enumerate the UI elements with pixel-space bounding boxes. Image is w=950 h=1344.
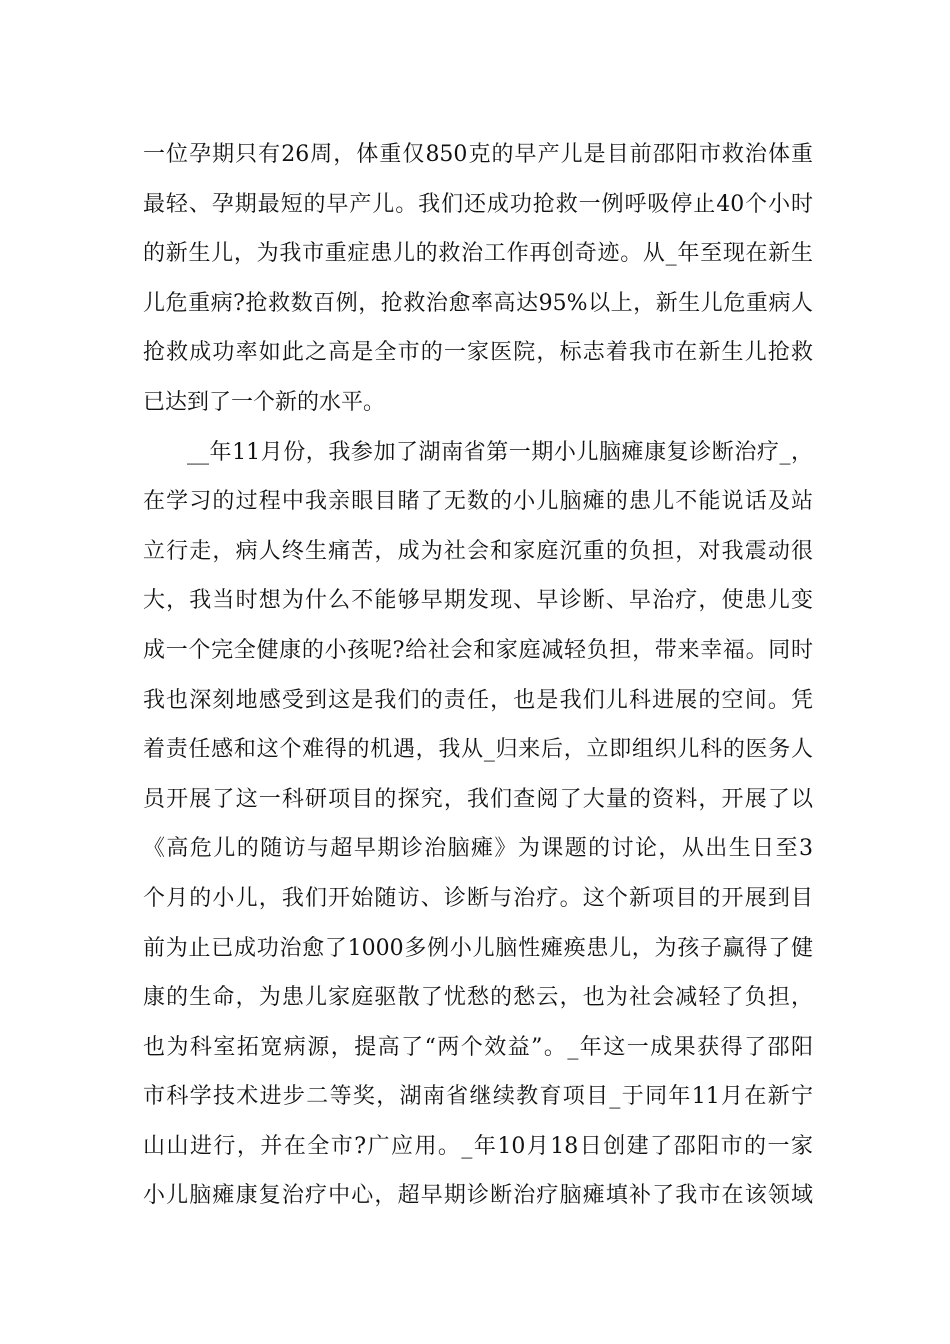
text-line: 康的生命，为患儿家庭驱散了忧愁的愁云，也为社会减轻了负担， — [143, 985, 813, 1011]
text-line: 山山进行，并在全市?广应用。_年10月18日创建了邵阳市的一家 — [143, 1133, 813, 1159]
text-line: 立行走，病人终生痛苦，成为社会和家庭沉重的负担，对我震动很 — [143, 538, 813, 564]
paragraph — [143, 130, 813, 428]
text-line: 抢救成功率如此之高是全市的一家医院，标志着我市在新生儿抢救 — [143, 340, 813, 366]
text-line: 《高危儿的随访与超早期诊治脑瘫》为课题的讨论，从出生日至3 — [143, 836, 813, 862]
text-line: 员开展了这一科研项目的探究，我们查阅了大量的资料，开展了以 — [143, 786, 813, 812]
text-line: 已达到了一个新的水平。 — [143, 389, 386, 415]
text-line: 个月的小儿，我们开始随访、诊断与治疗。这个新项目的开展到目 — [143, 885, 813, 911]
text-line: 大，我当时想为什么不能够早期发现、早诊断、早治疗，使患儿变 — [143, 588, 813, 614]
paragraph — [143, 428, 813, 1222]
text-line: 我也深刻地感受到这是我们的责任，也是我们儿科进展的空间。凭 — [143, 687, 813, 713]
text-line: 最轻、孕期最短的早产儿。我们还成功抢救一例呼吸停止40个小时 — [143, 191, 813, 217]
text-line: 儿危重病?抢救数百例，抢救治愈率高达95%以上，新生儿危重病人 — [143, 290, 813, 316]
text-line: 在学习的过程中我亲眼目睹了无数的小儿脑瘫的患儿不能说话及站 — [143, 489, 813, 515]
text-line: 一位孕期只有26周，体重仅850克的早产儿是目前邵阳市救治体重 — [143, 142, 813, 167]
text-line: 的新生儿，为我市重症患儿的救治工作再创奇迹。从_年至现在新生 — [143, 241, 813, 267]
text-line: 市科学技术进步二等奖，湖南省继续教育项目_于同年11月在新宁 — [143, 1084, 813, 1110]
text-line: 也为科室拓宽病源，提高了“两个效益”。_年这一成果获得了邵阳 — [143, 1034, 813, 1060]
document-body — [143, 130, 813, 1221]
text-line: 前为止已成功治愈了1000多例小儿脑性瘫痪患儿，为孩子赢得了健 — [143, 935, 813, 961]
text-line: __年11月份，我参加了湖南省第一期小儿脑瘫康复诊断治疗_， — [187, 439, 813, 465]
text-line: 成一个完全健康的小孩呢?给社会和家庭减轻负担，带来幸福。同时 — [143, 637, 813, 663]
text-line: 小儿脑瘫康复治疗中心，超早期诊断治疗脑瘫填补了我市在该领域 — [143, 1183, 813, 1209]
text-line: 着责任感和这个难得的机遇，我从_归来后，立即组织儿科的医务人 — [143, 737, 813, 763]
